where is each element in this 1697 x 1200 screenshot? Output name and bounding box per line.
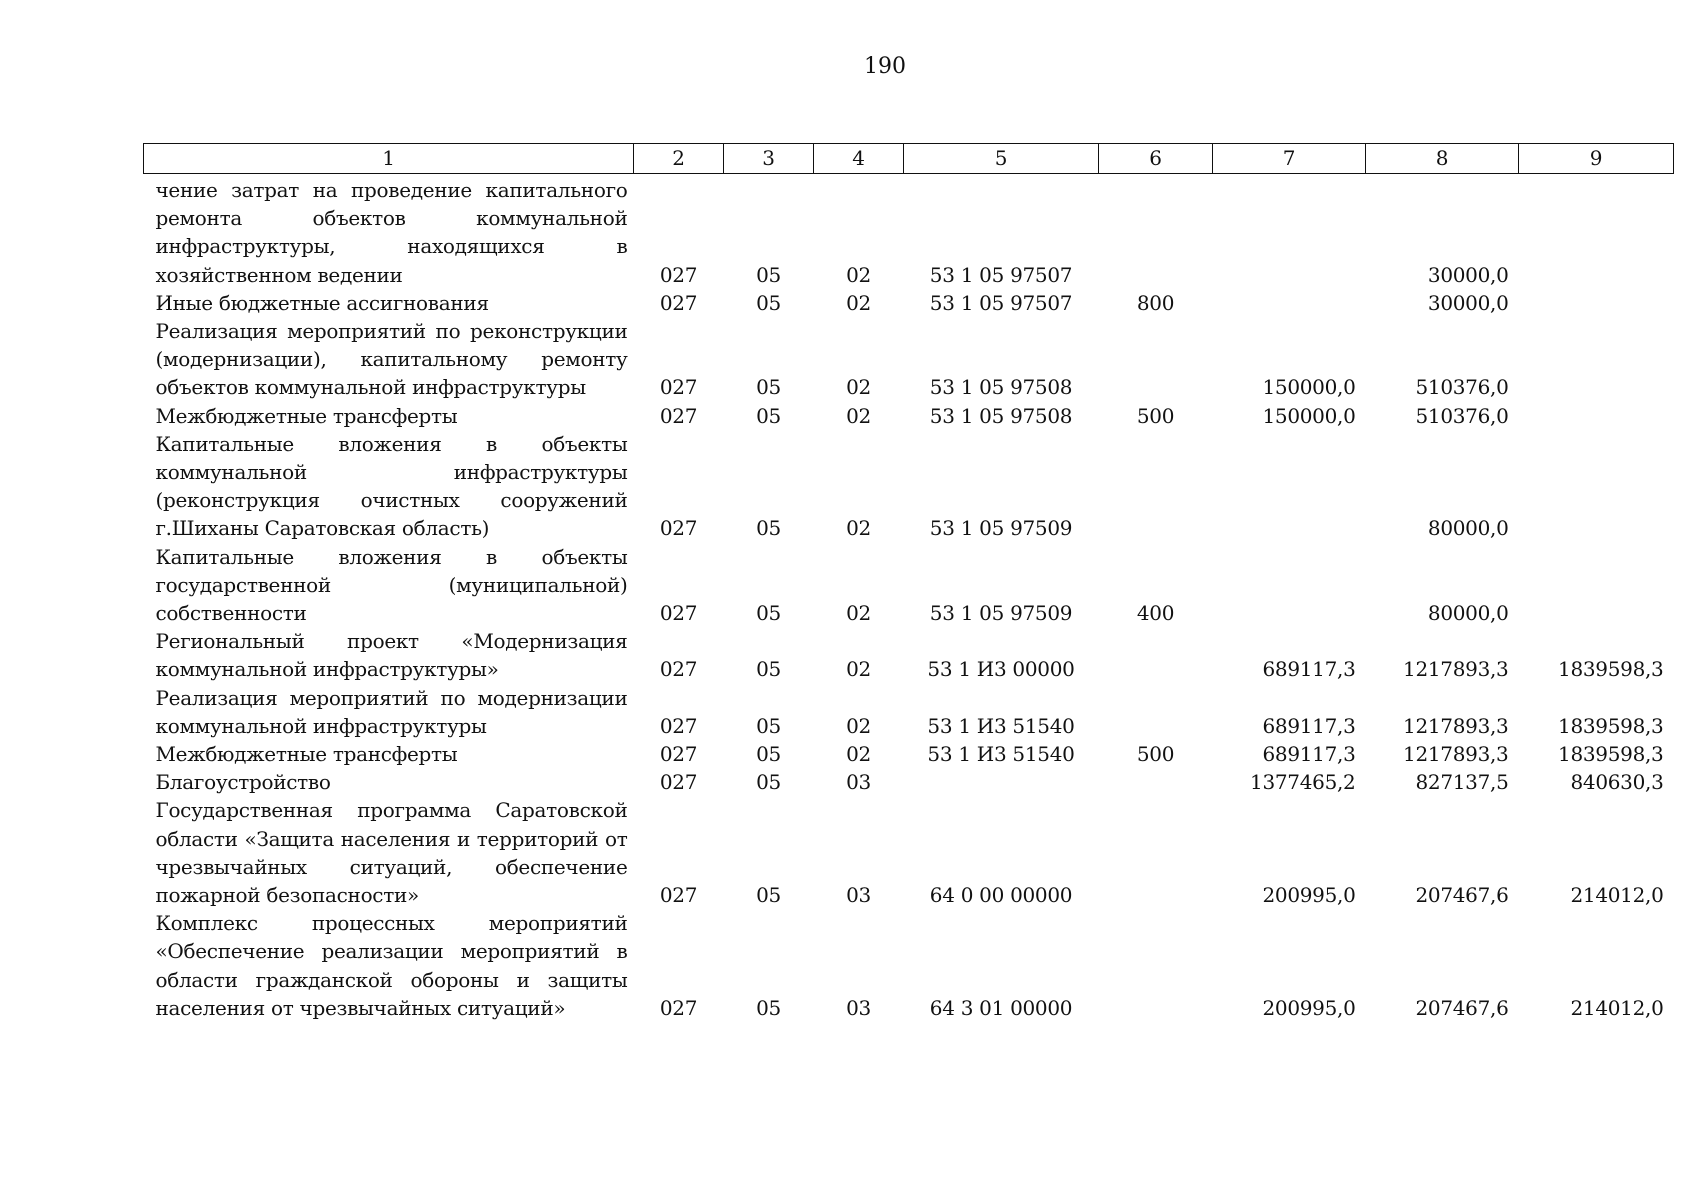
subsection-code-cell: 03 <box>846 770 871 795</box>
target-article-cell: 53 1 И3 00000 <box>927 657 1075 682</box>
table-row <box>144 796 1674 909</box>
amount-cell-col8: 207467,6 <box>1415 995 1509 1020</box>
amount-cell-col9: 1839598,3 <box>1558 713 1664 738</box>
amount-cell-col9: 214012,0 <box>1570 995 1664 1020</box>
subsection-code-cell: 02 <box>846 713 871 738</box>
ved-code-cell: 027 <box>659 375 698 400</box>
subsection-code-cell: 02 <box>846 742 871 767</box>
column-header: 6 <box>1099 144 1213 174</box>
subsection-code-cell: 03 <box>846 995 871 1020</box>
amount-cell-col8: 30000,0 <box>1427 262 1509 287</box>
expense-type-cell: 500 <box>1136 403 1175 428</box>
amount-cell-col8: 207467,6 <box>1415 883 1509 908</box>
amount-cell-col9: 1839598,3 <box>1558 657 1664 682</box>
expense-type-cell <box>1099 909 1213 1022</box>
row-name-cell: Реализация мероприятий по модернизации коммунальной инфраструктуры <box>155 685 628 738</box>
subsection-code-cell: 03 <box>846 883 871 908</box>
table-row <box>144 543 1674 628</box>
expense-type-cell <box>1099 768 1213 796</box>
ved-code-cell: 027 <box>659 403 698 428</box>
amount-cell-col7: 689117,3 <box>1262 657 1356 682</box>
section-code-cell: 05 <box>756 516 781 541</box>
amount-cell-col7 <box>1213 174 1366 289</box>
ved-code-cell: 027 <box>659 262 698 287</box>
row-name-cell: Региональный проект «Модернизация коммунальной инфраструктуры» <box>155 629 628 682</box>
ved-code-cell: 027 <box>659 883 698 908</box>
row-name-cell: Благоустройство <box>155 770 331 795</box>
subsection-code-cell: 02 <box>846 290 871 315</box>
amount-cell-col9: 840630,3 <box>1570 770 1664 795</box>
section-code-cell: 05 <box>756 657 781 682</box>
target-article-cell: 53 1 05 97509 <box>929 516 1073 541</box>
section-code-cell: 05 <box>756 262 781 287</box>
target-article-cell: 53 1 И3 51540 <box>927 742 1075 767</box>
amount-cell-col9 <box>1519 317 1674 402</box>
table-row <box>144 909 1674 1022</box>
amount-cell-col7: 1377465,2 <box>1250 770 1356 795</box>
table-row <box>144 740 1674 768</box>
target-article-cell: 64 0 00 00000 <box>929 883 1073 908</box>
amount-cell-col9 <box>1519 174 1674 289</box>
expense-type-cell: 800 <box>1136 290 1175 315</box>
row-name-cell: Реализация мероприятий по реконструкции (модернизации), капитальному ремонту объектов коммунальной инфраструктуры <box>155 319 628 400</box>
table-row <box>144 684 1674 740</box>
amount-cell-col8: 827137,5 <box>1415 770 1509 795</box>
section-code-cell: 05 <box>756 883 781 908</box>
row-name-cell: Капитальные вложения в объекты коммунальной инфраструктуры (реконструкция очистных сооружений г.Шиханы Саратовская область) <box>155 431 628 541</box>
expense-type-cell <box>1099 796 1213 909</box>
table-row <box>144 430 1674 543</box>
amount-cell-col8: 510376,0 <box>1415 375 1509 400</box>
expense-type-cell <box>1099 430 1213 543</box>
row-name-cell: чение затрат на проведение капитального ремонта объектов коммунальной инфраструктуры, находящихся в хозяйственном ведении <box>155 178 628 287</box>
amount-cell-col7: 150000,0 <box>1262 403 1356 428</box>
page-number: 190 <box>864 54 906 79</box>
target-article-cell <box>904 768 1099 796</box>
subsection-code-cell: 02 <box>846 516 871 541</box>
expense-type-cell <box>1099 684 1213 740</box>
expense-type-cell: 500 <box>1136 742 1175 767</box>
amount-cell-col9: 1839598,3 <box>1558 742 1664 767</box>
target-article-cell: 53 1 05 97507 <box>929 262 1073 287</box>
amount-cell-col8: 80000,0 <box>1427 601 1509 626</box>
amount-cell-col7 <box>1213 289 1366 317</box>
subsection-code-cell: 02 <box>846 657 871 682</box>
amount-cell-col7: 150000,0 <box>1262 375 1356 400</box>
section-code-cell: 05 <box>756 742 781 767</box>
amount-cell-col7: 200995,0 <box>1262 883 1356 908</box>
target-article-cell: 53 1 05 97509 <box>929 601 1073 626</box>
amount-cell-col7: 689117,3 <box>1262 713 1356 738</box>
amount-cell-col8: 1217893,3 <box>1403 742 1509 767</box>
amount-cell-col8: 80000,0 <box>1427 516 1509 541</box>
column-header: 2 <box>634 144 724 174</box>
section-code-cell: 05 <box>756 290 781 315</box>
amount-cell-col8: 1217893,3 <box>1403 657 1509 682</box>
amount-cell-col7: 200995,0 <box>1262 995 1356 1020</box>
amount-cell-col8: 30000,0 <box>1427 290 1509 315</box>
subsection-code-cell: 02 <box>846 601 871 626</box>
ved-code-cell: 027 <box>659 516 698 541</box>
row-name-cell: Комплекс процессных мероприятий «Обеспечение реализации мероприятий в области гражданской обороны и защиты населения от чрезвычайных ситуаций» <box>155 911 628 1020</box>
section-code-cell: 05 <box>756 770 781 795</box>
table-row <box>144 627 1674 683</box>
section-code-cell: 05 <box>756 995 781 1020</box>
expense-type-cell <box>1099 317 1213 402</box>
column-header: 5 <box>904 144 1099 174</box>
amount-cell-col7: 689117,3 <box>1262 742 1356 767</box>
ved-code-cell: 027 <box>659 290 698 315</box>
ved-code-cell: 027 <box>659 742 698 767</box>
column-header: 9 <box>1519 144 1674 174</box>
ved-code-cell: 027 <box>659 713 698 738</box>
table-row <box>144 402 1674 430</box>
amount-cell-col9 <box>1519 289 1674 317</box>
amount-cell-col7 <box>1213 430 1366 543</box>
amount-cell-col8: 510376,0 <box>1415 403 1509 428</box>
table-row <box>144 289 1674 317</box>
column-header: 1 <box>144 144 634 174</box>
table-row <box>144 317 1674 402</box>
table-row <box>144 174 1674 289</box>
expense-type-cell: 400 <box>1136 601 1175 626</box>
amount-cell-col9 <box>1519 402 1674 430</box>
amount-cell-col9: 214012,0 <box>1570 883 1664 908</box>
section-code-cell: 05 <box>756 403 781 428</box>
ved-code-cell: 027 <box>659 770 698 795</box>
section-code-cell: 05 <box>756 601 781 626</box>
column-header: 3 <box>724 144 814 174</box>
target-article-cell: 53 1 05 97508 <box>929 375 1073 400</box>
target-article-cell: 53 1 И3 51540 <box>927 713 1075 738</box>
row-name-cell: Капитальные вложения в объекты государственной (муниципальной) собственности <box>155 544 628 626</box>
section-code-cell: 05 <box>756 713 781 738</box>
budget-table <box>143 143 1674 1022</box>
subsection-code-cell: 02 <box>846 375 871 400</box>
table-row <box>144 768 1674 796</box>
subsection-code-cell: 02 <box>846 262 871 287</box>
target-article-cell: 53 1 05 97507 <box>929 290 1073 315</box>
ved-code-cell: 027 <box>659 601 698 626</box>
row-name-cell: Межбюджетные трансферты <box>155 742 458 767</box>
column-header: 8 <box>1366 144 1519 174</box>
column-header: 7 <box>1213 144 1366 174</box>
target-article-cell: 64 3 01 00000 <box>929 995 1073 1020</box>
ved-code-cell: 027 <box>659 657 698 682</box>
table-header-row <box>144 144 1674 174</box>
column-header: 4 <box>814 144 904 174</box>
row-name-cell: Межбюджетные трансферты <box>155 403 458 428</box>
target-article-cell: 53 1 05 97508 <box>929 403 1073 428</box>
row-name-cell: Иные бюджетные ассигнования <box>155 290 489 315</box>
ved-code-cell: 027 <box>659 995 698 1020</box>
expense-type-cell <box>1099 627 1213 683</box>
section-code-cell: 05 <box>756 375 781 400</box>
row-name-cell: Государственная программа Саратовской области «Защита населения и территорий от чрезвычайных ситуаций, обеспечение пожарной безопасности» <box>155 798 628 908</box>
amount-cell-col8: 1217893,3 <box>1403 713 1509 738</box>
expense-type-cell <box>1099 174 1213 289</box>
amount-cell-col9 <box>1519 430 1674 543</box>
table-body <box>144 174 1674 1023</box>
amount-cell-col7 <box>1213 543 1366 628</box>
subsection-code-cell: 02 <box>846 403 871 428</box>
amount-cell-col9 <box>1519 543 1674 628</box>
